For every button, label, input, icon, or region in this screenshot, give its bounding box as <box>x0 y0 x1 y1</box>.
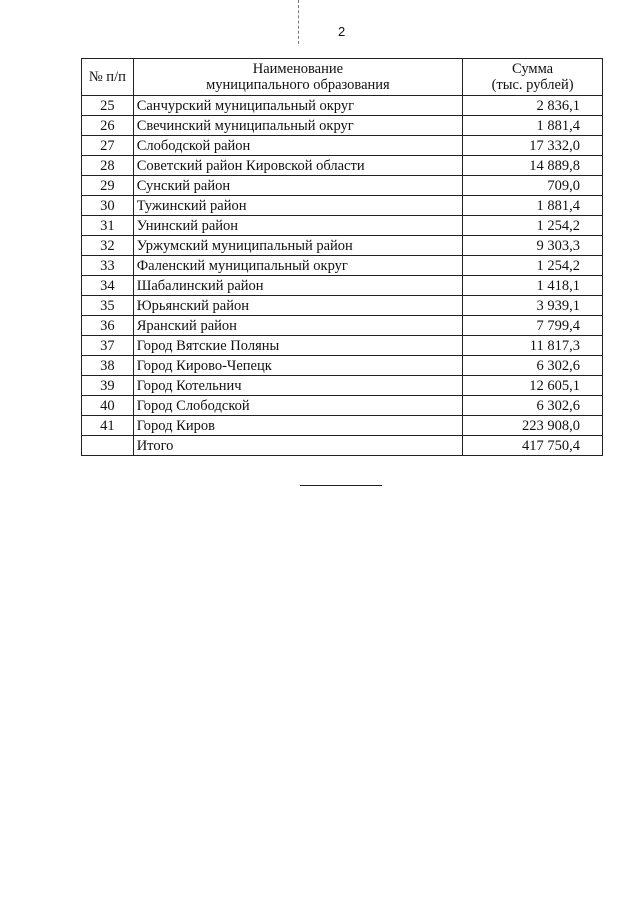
row-num: 36 <box>82 316 134 336</box>
table-row <box>82 216 603 236</box>
table-row <box>82 356 603 376</box>
header-num: № п/п <box>82 59 134 96</box>
table-row <box>82 316 603 336</box>
row-sum: 7 799,4 <box>463 316 603 336</box>
row-num: 30 <box>82 196 134 216</box>
table-row <box>82 96 603 116</box>
row-name: Советский район Кировской области <box>133 156 462 176</box>
row-num: 32 <box>82 236 134 256</box>
row-name: Шабалинский район <box>133 276 462 296</box>
table-row <box>82 296 603 316</box>
table-row <box>82 156 603 176</box>
header-name-line1: Наименование <box>252 61 344 77</box>
page-number: 2 <box>338 24 346 39</box>
total-num-cell <box>82 436 134 456</box>
allocation-table <box>81 58 603 456</box>
table-row <box>82 396 603 416</box>
row-sum: 6 302,6 <box>463 356 603 376</box>
row-name: Юрьянский район <box>133 296 462 316</box>
row-num: 27 <box>82 136 134 156</box>
row-sum: 14 889,8 <box>463 156 603 176</box>
header-sum-line1: Сумма <box>512 61 554 77</box>
row-num: 31 <box>82 216 134 236</box>
row-num: 38 <box>82 356 134 376</box>
row-num: 26 <box>82 116 134 136</box>
row-sum: 1 881,4 <box>463 116 603 136</box>
row-num: 28 <box>82 156 134 176</box>
row-sum: 2 836,1 <box>463 96 603 116</box>
table-row <box>82 416 603 436</box>
row-name: Сунский район <box>133 176 462 196</box>
table-row <box>82 376 603 396</box>
row-sum: 1 254,2 <box>463 216 603 236</box>
row-num: 39 <box>82 376 134 396</box>
row-sum: 1 881,4 <box>463 196 603 216</box>
row-sum: 709,0 <box>463 176 603 196</box>
row-sum: 1 418,1 <box>463 276 603 296</box>
row-num: 35 <box>82 296 134 316</box>
row-num: 33 <box>82 256 134 276</box>
table-header-row <box>82 59 603 96</box>
row-name: Яранский район <box>133 316 462 336</box>
row-name: Уржумский муниципальный район <box>133 236 462 256</box>
row-sum: 9 303,3 <box>463 236 603 256</box>
row-sum: 11 817,3 <box>463 336 603 356</box>
row-num: 40 <box>82 396 134 416</box>
total-row <box>82 436 603 456</box>
row-num: 25 <box>82 96 134 116</box>
row-sum: 12 605,1 <box>463 376 603 396</box>
row-sum: 223 908,0 <box>463 416 603 436</box>
row-sum: 3 939,1 <box>463 296 603 316</box>
row-name: Слободской район <box>133 136 462 156</box>
table-row <box>82 236 603 256</box>
row-num: 34 <box>82 276 134 296</box>
row-name: Город Кирово-Чепецк <box>133 356 462 376</box>
row-name: Город Котельнич <box>133 376 462 396</box>
row-name: Тужинский район <box>133 196 462 216</box>
row-sum: 6 302,6 <box>463 396 603 416</box>
row-name: Санчурский муниципальный округ <box>133 96 462 116</box>
row-num: 41 <box>82 416 134 436</box>
row-name: Город Киров <box>133 416 462 436</box>
binding-mark <box>298 0 301 44</box>
table-row <box>82 176 603 196</box>
row-name: Город Слободской <box>133 396 462 416</box>
total-sum: 417 750,4 <box>463 436 603 456</box>
table-row <box>82 276 603 296</box>
header-name-line2: муниципального образования <box>206 77 390 93</box>
header-name <box>133 59 462 96</box>
row-sum: 1 254,2 <box>463 256 603 276</box>
row-num: 37 <box>82 336 134 356</box>
closing-separator-line <box>300 485 382 486</box>
table-row <box>82 256 603 276</box>
header-sum-line2: (тыс. рублей) <box>491 77 574 93</box>
total-label: Итого <box>133 436 462 456</box>
row-name: Город Вятские Поляны <box>133 336 462 356</box>
row-name: Свечинский муниципальный округ <box>133 116 462 136</box>
row-sum: 17 332,0 <box>463 136 603 156</box>
table-row <box>82 196 603 216</box>
row-num: 29 <box>82 176 134 196</box>
table-body <box>82 96 603 436</box>
header-sum <box>463 59 603 96</box>
table-row <box>82 336 603 356</box>
row-name: Унинский район <box>133 216 462 236</box>
table-row <box>82 116 603 136</box>
row-name: Фаленский муниципальный округ <box>133 256 462 276</box>
table-row <box>82 136 603 156</box>
